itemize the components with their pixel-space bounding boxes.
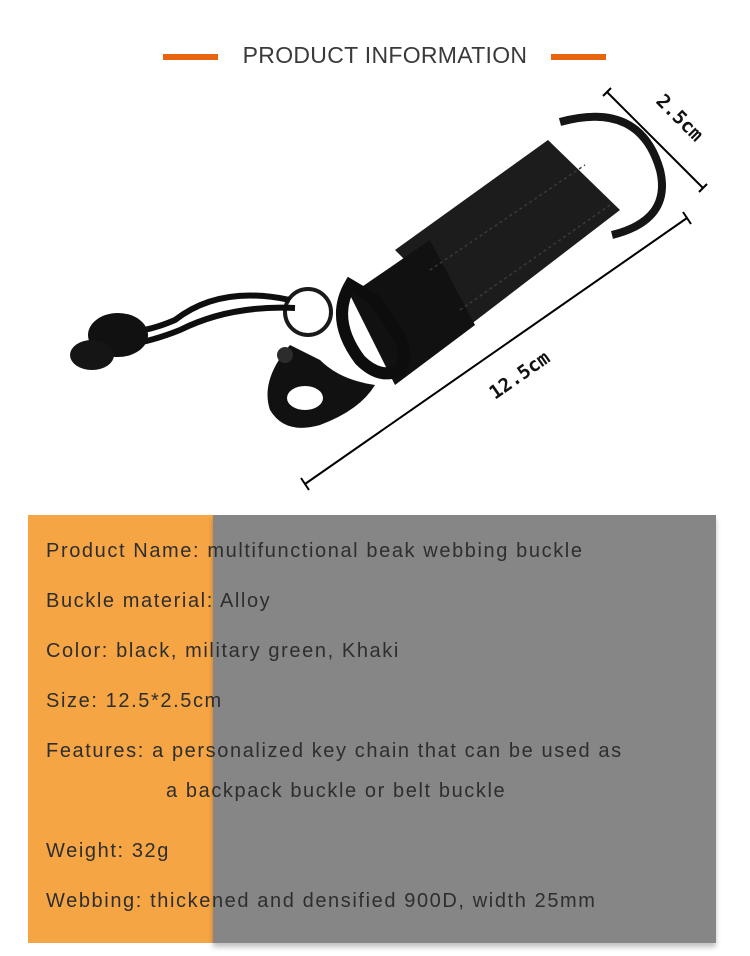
info-value: Alloy	[219, 590, 272, 612]
info-label: Features	[46, 740, 138, 762]
gray-background-block	[213, 515, 716, 943]
webbing-strap	[350, 140, 620, 385]
info-row-weight: Weight: 32g	[46, 840, 170, 862]
info-value-continuation: a backpack buckle or belt buckle	[166, 780, 507, 802]
info-label: Weight	[46, 840, 118, 862]
info-row-features: Features: a personalized key chain that can be used as a backpack buckle or belt buckle	[46, 731, 716, 811]
info-value: 32g	[131, 840, 170, 862]
header-accent-line-right	[551, 54, 606, 60]
info-value: multifunctional beak webbing buckle	[207, 540, 584, 562]
info-row-color: Color: black, military green, Khaki	[46, 640, 400, 662]
info-row-webbing: Webbing: thickened and densified 900D, width 25mm	[46, 890, 597, 912]
info-value: black, military green, Khaki	[116, 640, 400, 662]
header-accent-line-left	[163, 54, 218, 60]
orange-background-block	[28, 515, 214, 943]
info-value: thickened and densified 900D, width 25mm	[150, 890, 597, 912]
section-header	[0, 38, 750, 78]
info-label: Product Name	[46, 540, 194, 562]
info-value: a personalized key chain that can be used as	[152, 740, 623, 762]
info-row-buckle-material: Buckle material: Alloy	[46, 590, 272, 612]
product-info-panel	[28, 515, 716, 943]
info-value: 12.5*2.5cm	[105, 690, 223, 712]
paracord-knot	[70, 296, 295, 371]
product-image	[0, 80, 750, 500]
info-row-size: Size: 12.5*2.5cm	[46, 690, 223, 712]
length-dimension-label: 12.5cm	[485, 346, 555, 405]
product-illustration	[0, 80, 750, 500]
info-row-product-name: Product Name: multifunctional beak webbing buckle	[46, 540, 584, 562]
info-label: Color	[46, 640, 102, 662]
width-dimension-label: 2.5cm	[651, 89, 708, 146]
info-label: Webbing	[46, 890, 136, 912]
section-title: PRODUCT INFORMATION	[242, 42, 528, 68]
info-label: Buckle material	[46, 590, 207, 612]
info-label: Size	[46, 690, 92, 712]
